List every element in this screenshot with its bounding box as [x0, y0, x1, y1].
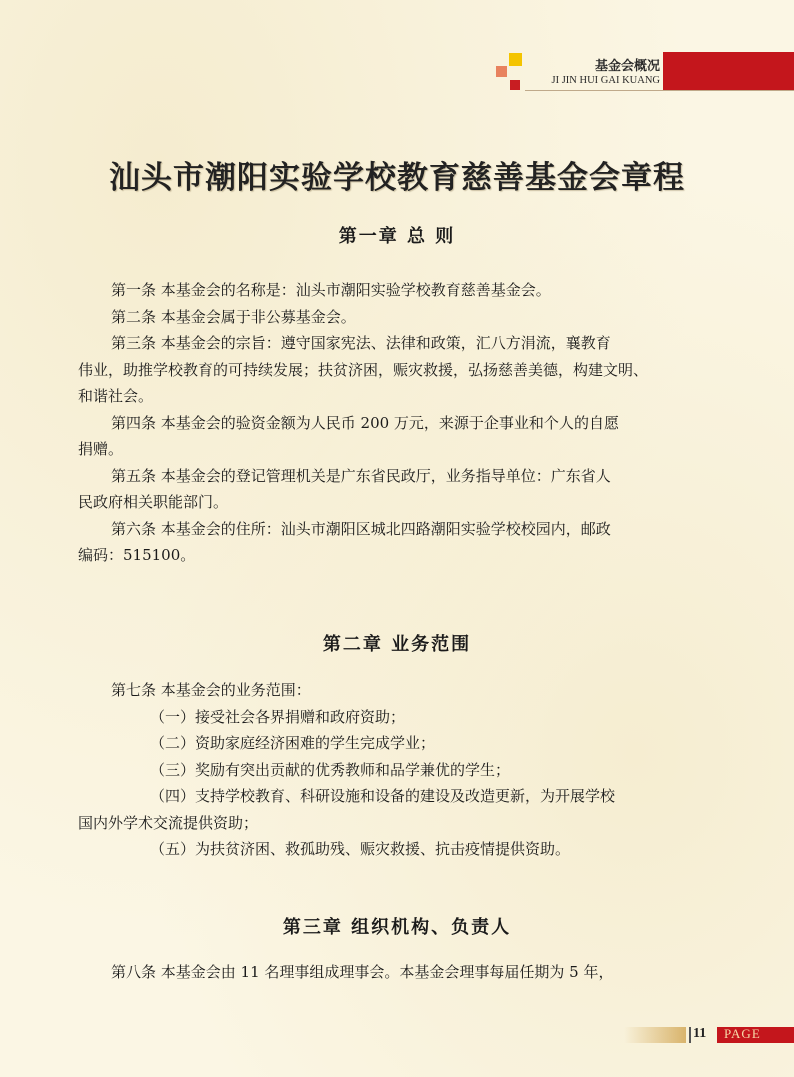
- document-title: 汕头市潮阳实验学校教育慈善基金会章程: [109, 160, 685, 196]
- article-3-line-1: 第三条 本基金会的宗旨：遵守国家宪法、法律和政策，汇八方涓流，襄教育: [111, 334, 611, 352]
- chapter-1-heading: 第一章 总 则: [338, 226, 456, 247]
- article-3-line-2: 伟业，助推学校教育的可持续发展；扶贫济困，赈灾救援，弘扬慈善美德，构建文明、: [78, 360, 649, 379]
- article-5-line-1: 第五条 本基金会的登记管理机关是广东省民政厅，业务指导单位：广东省人: [111, 466, 611, 485]
- logo-square-yellow: [509, 53, 522, 66]
- article-6-line-2: 编码：515100。: [78, 546, 196, 564]
- section-title-en: JI JIN HUI GAI KUANG: [551, 75, 660, 86]
- article-5-line-2: 民政府相关职能部门。: [78, 493, 229, 511]
- section-title-cn: 基金会概况: [594, 59, 660, 74]
- chapter-3-body: [78, 959, 720, 986]
- scope-item-2: （二）资助家庭经济困难的学生完成学业；: [150, 734, 436, 752]
- page-number: 11: [693, 1026, 707, 1041]
- page-label: PAGE: [724, 1026, 761, 1041]
- chapter-2-heading: 第二章 业务范围: [322, 634, 472, 655]
- scope-item-5: （五）为扶贫济困、救孤助残、赈灾救援、抗击疫情提供资助。: [150, 840, 571, 858]
- footer-gold-bar: [624, 1027, 686, 1043]
- article-3-line-3: 和谐社会。: [78, 387, 154, 405]
- chapter-2-body: [78, 677, 720, 863]
- scope-item-4-line-2: 国内外学术交流提供资助；: [78, 813, 259, 832]
- article-2: 第二条 本基金会属于非公募基金会。: [111, 307, 356, 326]
- article-4-line-1: 第四条 本基金会的验资金额为人民币 200 万元，来源于企事业和个人的自愿: [111, 413, 619, 432]
- chapter-3-heading: 第三章 组织机构、负责人: [282, 917, 512, 938]
- article-4-line-2: 捐赠。: [78, 440, 124, 458]
- header-red-bar: [663, 52, 794, 90]
- scope-item-3: （三）奖励有突出贡献的优秀教师和品学兼优的学生；: [150, 760, 511, 779]
- footer-separator: [689, 1027, 691, 1043]
- scope-item-1: （一）接受社会各界捐赠和政府资助；: [150, 707, 406, 726]
- article-7: 第七条 本基金会的业务范围：: [111, 681, 311, 699]
- scope-item-4-line-1: （四）支持学校教育、科研设施和设备的建设及改造更新，为开展学校: [150, 787, 616, 805]
- article-6-line-1: 第六条 本基金会的住所：汕头市潮阳区城北四路潮阳实验学校校园内，邮政: [111, 519, 611, 538]
- chapter-1-body: [78, 277, 720, 569]
- article-1: 第一条 本基金会的名称是：汕头市潮阳实验学校教育慈善基金会。: [111, 281, 551, 299]
- article-8-line-1: 第八条 本基金会由 11 名理事组成理事会。本基金会理事每届任期为 5 年，: [111, 963, 614, 981]
- header-banner: [0, 0, 794, 100]
- header-divider: [525, 90, 794, 91]
